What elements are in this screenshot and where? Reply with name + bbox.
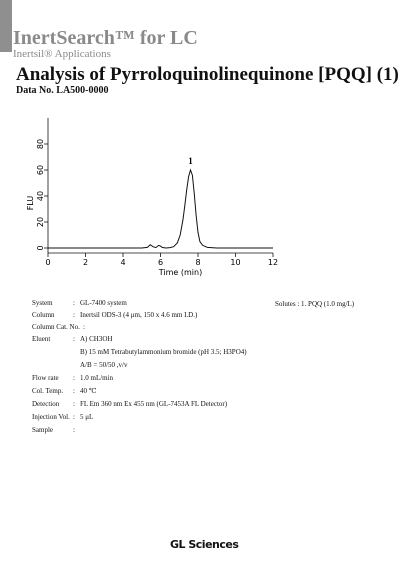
- x-tick-label: 6: [157, 258, 164, 267]
- x-tick-label: 12: [267, 258, 279, 267]
- x-tick-label: 4: [120, 258, 126, 267]
- system-value: GL-7400 system: [80, 299, 127, 307]
- x-axis-ticks: [45, 253, 278, 267]
- x-tick-label: 10: [230, 258, 241, 267]
- page-title: Analysis of Pyrroloquinolinequinone [PQQ] (1): [16, 64, 399, 85]
- temp-label: Col. Temp.: [32, 387, 64, 395]
- eluent-b-value: B) 15 mM Tetrabutylammonium bromide (pH 3.5; H3PO4): [80, 348, 247, 356]
- x-tick-label: 8: [195, 258, 201, 267]
- eluent-label: Eluent: [32, 335, 51, 343]
- temp-value: 40 ℃: [80, 387, 97, 395]
- detection-value: FL Em 360 nm Ex 455 nm (GL-7453A FL Detector): [80, 400, 228, 408]
- system-label: System: [32, 299, 53, 307]
- y-tick-label: 40: [36, 190, 45, 202]
- gl-sciences-logo: GL Sciences: [170, 538, 239, 551]
- peak-labels: [188, 156, 193, 166]
- flow-value: 1.0 mL/min: [80, 374, 114, 382]
- x-axis-label: Time (min): [158, 268, 203, 277]
- catno-label: Column Cat. No.: [32, 323, 80, 331]
- column-value: Inertsil ODS-3 (4 μm, 150 x 4.6 mm I.D.): [80, 311, 198, 319]
- injection-label: Injection Vol.: [32, 413, 70, 421]
- chromatogram-chart: [0, 100, 400, 290]
- data-number: Data No. LA500-0000: [16, 85, 109, 96]
- brand-title: InertSearch™ for LC: [13, 27, 198, 49]
- x-tick-label: 2: [82, 258, 89, 267]
- y-tick-label: 80: [36, 138, 45, 150]
- peak-label: 1: [188, 156, 193, 166]
- chart-axes: [48, 118, 273, 253]
- y-tick-label: 20: [36, 216, 45, 228]
- header-accent-stripe: [0, 0, 12, 52]
- y-axis-label: FLU: [26, 195, 35, 211]
- y-tick-label: 0: [36, 245, 45, 251]
- solutes-list: Solutes : 1. PQQ (1.0 mg/L): [275, 300, 355, 308]
- injection-value: 5 μL: [80, 413, 94, 421]
- x-tick-label: 0: [45, 258, 51, 267]
- column-label: Column: [32, 311, 55, 319]
- eluent-ratio-value: A/B = 50/50 ,v/v: [80, 361, 128, 369]
- brand-subtitle: Inertsil® Applications: [13, 48, 111, 60]
- sample-label: Sample: [32, 426, 53, 434]
- detection-label: Detection: [32, 400, 60, 408]
- flow-label: Flow rate: [32, 374, 59, 382]
- y-axis-ticks: [36, 139, 48, 251]
- y-tick-label: 60: [36, 164, 45, 176]
- eluent-a-value: A) CH3OH: [80, 335, 113, 343]
- chromatogram-trace: [48, 170, 273, 248]
